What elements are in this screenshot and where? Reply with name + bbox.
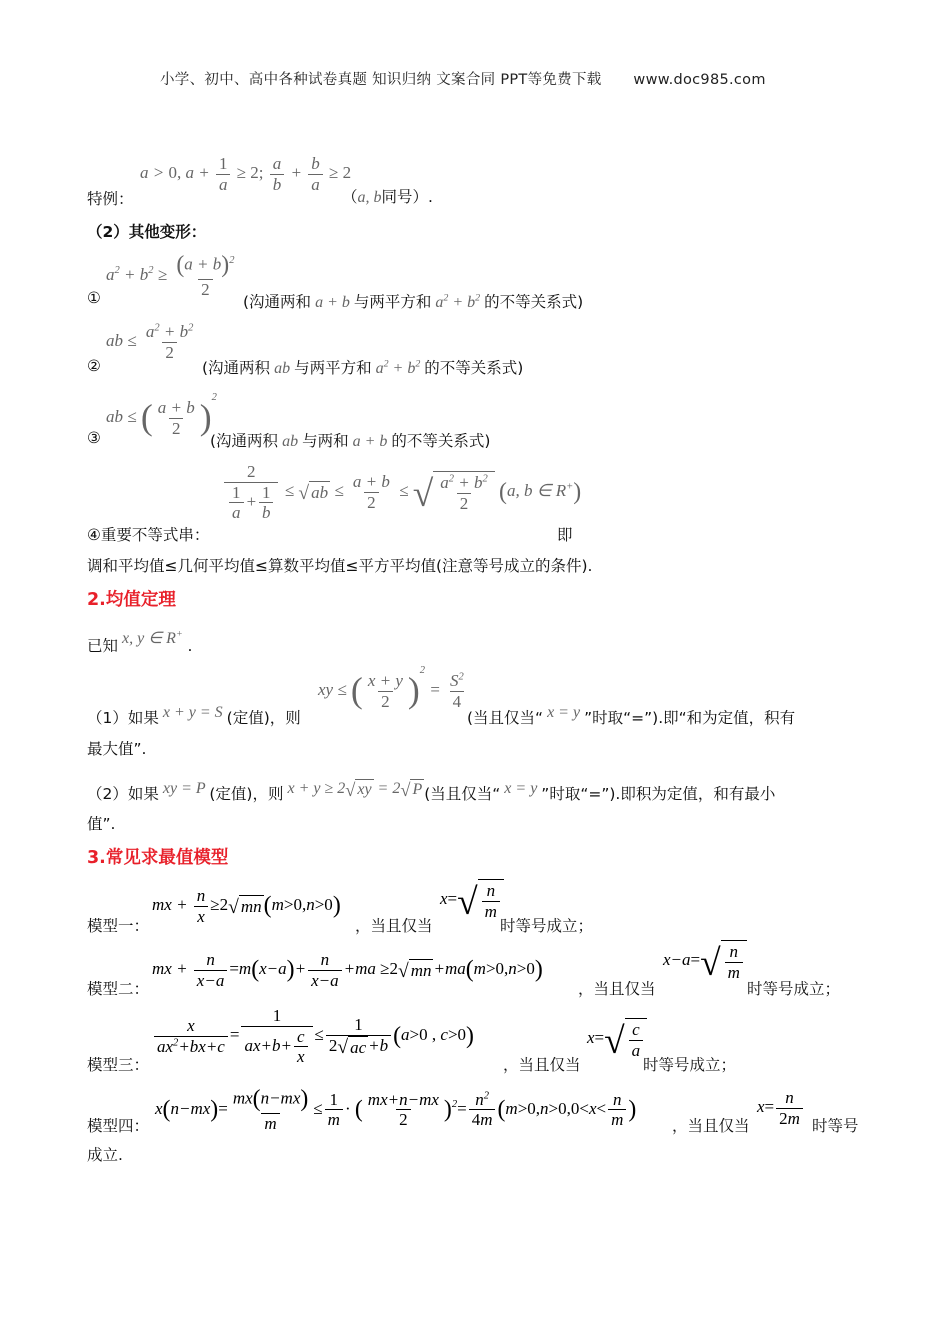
header-site-text: 小学、初中、高中各种试卷真题 知识归纳 文案合同 PPT等免费下载 bbox=[160, 72, 602, 88]
item1-description: (沟通两和 a + b 与两平方和 $a^2 + b^2$ 的不等关系式) bbox=[243, 292, 584, 311]
mean-theorem-p2-line2: 值”. bbox=[87, 815, 116, 833]
item3-text-b: 与两和 bbox=[302, 432, 349, 450]
known-text: 已知 bbox=[87, 637, 119, 655]
item2-number: ② bbox=[87, 357, 101, 375]
model4-equal-holds: 时等号 bbox=[812, 1117, 859, 1135]
item1-text-c: 的不等关系式) bbox=[484, 293, 584, 311]
model4-when: ，当且仅当 bbox=[672, 1117, 750, 1135]
other-forms-heading: （2）其他变形： bbox=[87, 223, 207, 241]
mean-chain-text: 调和平均值≤几何平均值≤算数平均值≤平方平均值(注意等号成立的条件). bbox=[87, 557, 593, 575]
item2-description: (沟通两积 ab 与两平方和 $a^2 + b^2$ 的不等关系式) bbox=[202, 358, 524, 377]
model1-equality-formula: x= √ $\frac{n}{m}$ bbox=[440, 879, 504, 921]
model3-equality-formula: x= √ $\frac{c}{a}$ bbox=[587, 1018, 647, 1060]
p2-def: (定值)，则 bbox=[209, 785, 284, 803]
p2-take: ”时取“=”).即积为定值，和有最小 bbox=[541, 785, 776, 803]
p1-when: (当且仅当“ bbox=[467, 709, 544, 727]
item2-text-b: 与两平方和 bbox=[294, 359, 372, 377]
item1-text-a: (沟通两和 bbox=[243, 293, 312, 311]
model1-formula: mx + $\frac{n}{x}$ ≥2 √ mn (m>0,n>0) bbox=[152, 886, 341, 926]
model2-formula: mx + $\frac{n}{x-a}$ =m(x−a)+ $\frac{n}{x-a}$ +ma ≥2 √ mn +ma(m>0,n>0) bbox=[152, 950, 543, 990]
mean-theorem-p2: （2）如果 xy = P (定值)，则 x + y ≥ 2 √ xy = 2 √ P (当且仅当“ x = y ”时取“=”).即积为定值，和有最小 bbox=[87, 779, 776, 803]
item1-formula: $a^2 + b^2$ ≥ $\frac{(a + b)^2}{2}$ bbox=[106, 252, 235, 300]
item2-text-c: 的不等关系式) bbox=[424, 359, 524, 377]
item2-text-a: (沟通两积 bbox=[202, 359, 271, 377]
model2-when: ，当且仅当 bbox=[578, 980, 656, 998]
header-url: www.doc985.com bbox=[633, 72, 766, 88]
p2-prefix: （2）如果 bbox=[87, 785, 159, 803]
item1-text-b: 与两平方和 bbox=[353, 293, 432, 311]
special-case-label: 特例： bbox=[87, 190, 134, 208]
model3-formula: $\frac{x}{ax^2+bx+c}$ = 1 ax+b+ $\frac{c}{x}$ ≤ 1 2 √ ac +b (a>0 , c>0) bbox=[152, 1006, 474, 1067]
mean-theorem-p1-line2: 最大值”. bbox=[87, 740, 147, 758]
mean-theorem-p1: （1）如果 x + y = S (定值)，则 bbox=[87, 704, 301, 727]
model3-label: 模型三： bbox=[87, 1056, 150, 1074]
model2-equality-formula: x−a= √ $\frac{n}{m}$ bbox=[663, 940, 747, 982]
item1-number: ① bbox=[87, 289, 101, 307]
model4-equality-formula: x= $\frac{n}{2m}$ bbox=[757, 1088, 805, 1128]
model4-label: 模型四： bbox=[87, 1117, 150, 1135]
p1-prefix: （1）如果 bbox=[87, 709, 159, 727]
known-condition: 已知 x, y ∈ R+ . bbox=[87, 628, 193, 655]
p1-take: ”时取“=”).即“和为定值，积有 bbox=[584, 709, 796, 727]
model3-when: ，当且仅当 bbox=[503, 1056, 581, 1074]
item4-formula: 2 $\frac{1}{a}$ + $\frac{1}{b}$ ≤ √ ab ≤ $\frac{a + b}{2}$ ≤ √ $\frac{a^2 + b^2}{2}$ (a, b ∈ R+) bbox=[222, 462, 581, 523]
model2-label: 模型二： bbox=[87, 980, 150, 998]
models-heading: 3.常见求最值模型 bbox=[87, 848, 229, 868]
item3-formula: ab ≤ ( $\frac{a + b}{2}$ )$^2$ bbox=[106, 392, 217, 438]
page-header bbox=[160, 68, 766, 89]
item4-ji: 即 bbox=[557, 526, 573, 544]
sum-fixed-formula: xy ≤ ( $\frac{x + y}{2}$ )$^2$ = $\frac{S^2}{4}$ bbox=[318, 665, 464, 711]
p1-def: (定值)，则 bbox=[226, 709, 301, 727]
model3-equal-holds: 时等号成立； bbox=[643, 1056, 737, 1074]
item3-text-a: (沟通两积 bbox=[210, 432, 279, 450]
model2-equal-holds: 时等号成立； bbox=[747, 980, 841, 998]
special-case-formula: a > 0, a + $\frac{1}{a}$ ≥ 2; $\frac{a}{b}$ + $\frac{b}{a}$ ≥ 2 bbox=[140, 154, 352, 194]
model1-equal-holds: 时等号成立； bbox=[500, 917, 594, 935]
item3-text-c: 的不等关系式) bbox=[391, 432, 491, 450]
special-case-condition: （a, b同号）. bbox=[342, 188, 433, 206]
item4-label: ④重要不等式串： bbox=[87, 526, 210, 544]
mean-theorem-p1-cont: (当且仅当“ x = y ”时取“=”).即“和为定值，积有 bbox=[467, 704, 796, 727]
mean-theorem-heading: 2.均值定理 bbox=[87, 590, 176, 610]
model4-formula: x(n−mx)= $\frac{mx(n-mx)}{m}$ ≤ $\frac{1}{m}$ · ( $\frac{mx+n-mx}{2}$ )$^2$= $\frac{n^2}{4m}$ (m>0,n>0,0<x< $\frac{n}{m}$ ) bbox=[155, 1086, 637, 1134]
model4-line2: 成立. bbox=[87, 1146, 123, 1164]
model1-label: 模型一： bbox=[87, 917, 150, 935]
same-sign-text: 同号）. bbox=[381, 188, 433, 206]
model1-when: ，当且仅当 bbox=[355, 917, 433, 935]
item3-number: ③ bbox=[87, 429, 101, 447]
item2-formula: ab ≤ $\frac{a^2 + b^2}{2}$ bbox=[106, 322, 194, 362]
p2-when: (当且仅当“ bbox=[424, 785, 501, 803]
item3-description: (沟通两积 ab 与两和 a + b 的不等关系式) bbox=[210, 432, 491, 450]
